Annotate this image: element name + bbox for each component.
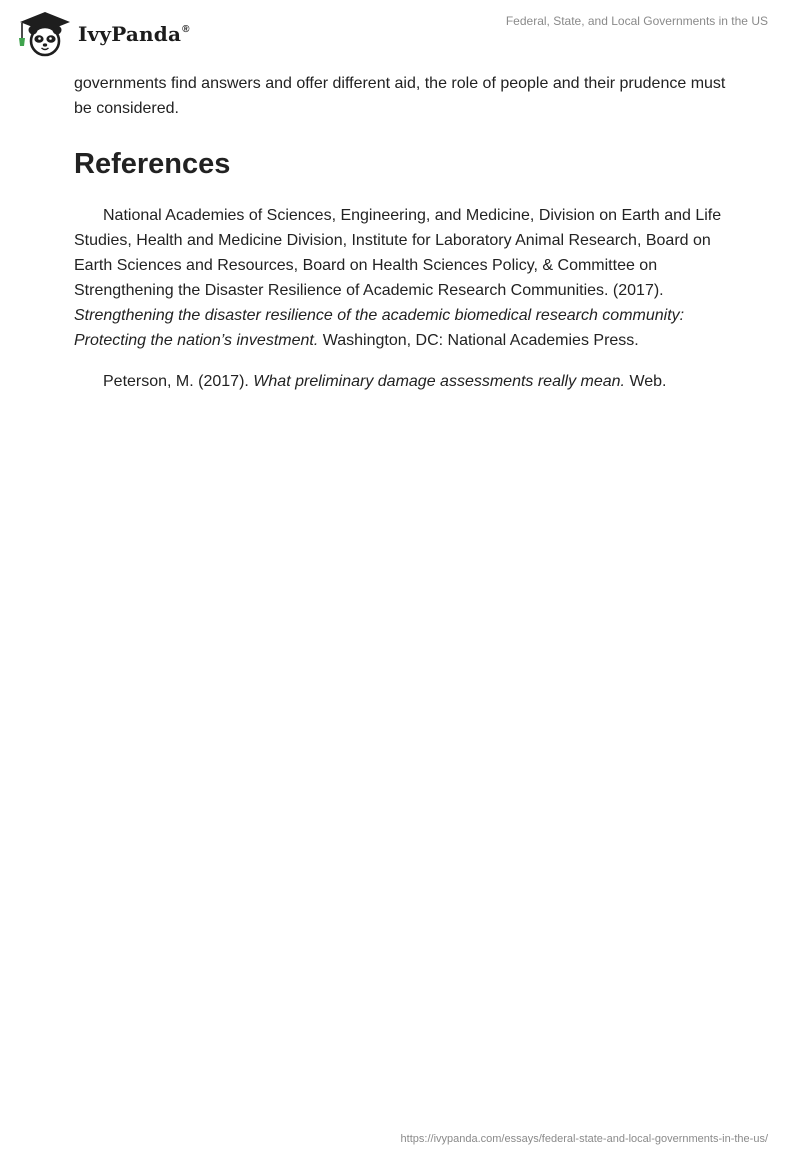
continuation-paragraph: governments find answers and offer different aid, the role of people and their prudence must be considered. (74, 75, 726, 117)
reference-authors: National Academies of Sciences, Engineering, and Medicine, Division on Earth and Life Studies, Health and Medicine Division, Institute for Laboratory Animal Research, Board on Earth Sciences and Resources, Board on Health Sciences Policy, & Committee on Strengthening the Disaster Resilience of Academic Research Communities. (2017). (74, 207, 722, 299)
reference-title: What preliminary damage assessments really mean. (253, 373, 625, 390)
panda-graduate-icon (14, 8, 76, 58)
document-running-title: Federal, State, and Local Governments in the US (505, 14, 768, 28)
reference-entry (74, 369, 734, 394)
registered-mark: ® (182, 24, 190, 35)
references-heading: References (74, 148, 231, 180)
source-url-link[interactable]: https://ivypanda.com/essays/federal-state-and-local-governments-in-the-us/ (400, 1133, 768, 1145)
reference-publisher: Washington, DC: National Academies Press. (318, 332, 639, 349)
brand-name: IvyPanda® (78, 22, 190, 46)
reference-entry (74, 203, 734, 353)
reference-title: Strengthening the disaster resilience of the academic biomedical research community: Protecting the nation’s investment. (74, 307, 685, 349)
brand-logo[interactable] (14, 8, 190, 58)
reference-authors: Peterson, M. (2017). (103, 373, 254, 390)
references-list (74, 203, 734, 394)
reference-publisher: Web. (625, 373, 667, 390)
page-header (0, 0, 800, 70)
document-body (74, 71, 734, 410)
